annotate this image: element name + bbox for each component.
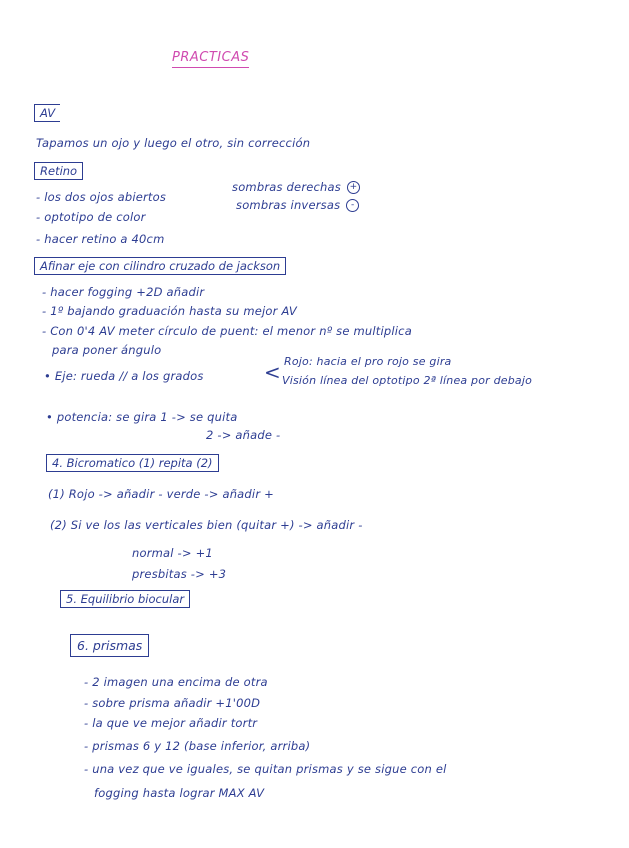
list-item: - una vez que ve iguales, se quitan prismas y se sigue con el — [84, 762, 447, 776]
list-item: - Con 0'4 AV meter círculo de puent: el menor nº se multiplica — [42, 324, 412, 338]
list-item: - 1º bajando graduación hasta su mejor AV — [42, 304, 298, 318]
list-item: presbitas -> +3 — [132, 567, 227, 581]
side-note-text: sombras derechas — [232, 180, 341, 194]
list-item: - hacer fogging +2D añadir — [42, 285, 205, 299]
section-heading-equilibrio: 5. Equilibrio biocular — [60, 590, 190, 608]
retino-side-note — [236, 198, 359, 212]
list-item: para poner ángulo — [52, 343, 162, 357]
av-text: Tapamos un ojo y luego el otro, sin corrección — [36, 136, 311, 150]
retino-side-note — [232, 180, 360, 194]
eje-branch: Rojo: hacia el pro rojo se gira — [284, 355, 452, 368]
plus-symbol: + — [347, 181, 360, 194]
list-item: - optotipo de color — [36, 210, 146, 224]
list-item: - la que ve mejor añadir tortr — [84, 716, 258, 730]
bicromatico-line: (1) Rojo -> añadir - verde -> añadir + — [48, 487, 274, 501]
list-item: normal -> +1 — [132, 546, 213, 560]
section-heading-afinar-eje: Afinar eje con cilindro cruzado de jackson — [34, 257, 286, 275]
list-item: - 2 imagen una encima de otra — [84, 675, 268, 689]
section-heading-retino: Retino — [34, 162, 83, 180]
list-item: fogging hasta lograr MAX AV — [94, 786, 265, 800]
list-item: - prismas 6 y 12 (base inferior, arriba) — [84, 739, 311, 753]
potencia-line: • potencia: se gira 1 -> se quita — [46, 410, 238, 424]
section-heading-bicromatico: 4. Bicromatico (1) repita (2) — [46, 454, 219, 472]
list-item: - hacer retino a 40cm — [36, 232, 165, 246]
brace-icon: < — [264, 360, 281, 384]
list-item: - los dos ojos abiertos — [36, 190, 167, 204]
section-heading-av: AV — [34, 104, 60, 122]
list-item: - sobre prisma añadir +1'00D — [84, 696, 261, 710]
bicromatico-line: (2) Si ve los las verticales bien (quitar +) -> añadir - — [50, 518, 363, 532]
minus-symbol: - — [346, 199, 359, 212]
eje-branch: Visión línea del optotipo 2ª línea por debajo — [282, 374, 533, 387]
section-heading-prismas: 6. prismas — [70, 634, 149, 657]
page-title: PRACTICAS — [172, 50, 249, 68]
eje-label: • Eje: rueda // a los grados — [44, 369, 204, 383]
potencia-line-2: 2 -> añade - — [206, 428, 281, 442]
side-note-text: sombras inversas — [236, 198, 341, 212]
